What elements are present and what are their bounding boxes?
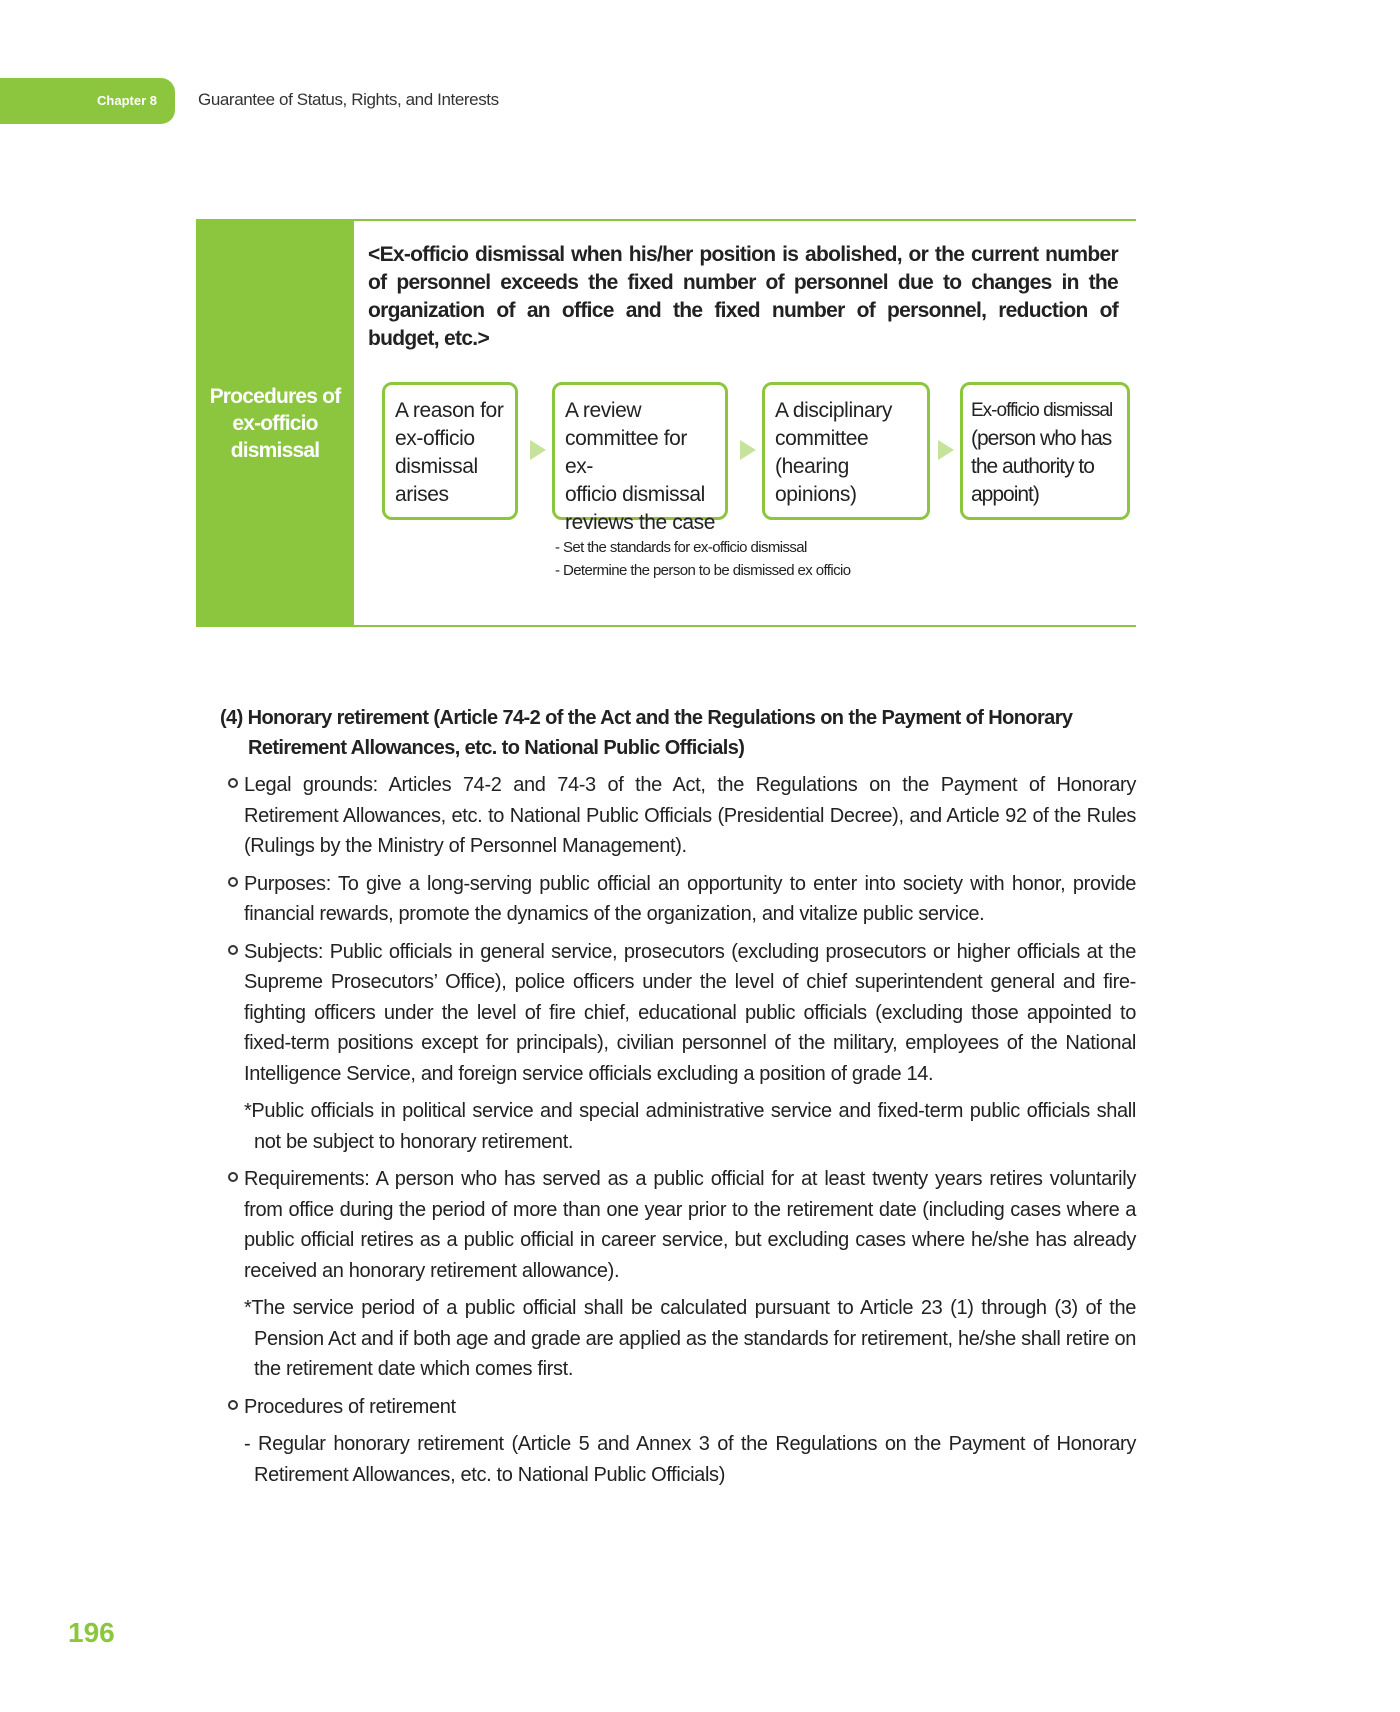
flow-step-line: the authority to (971, 455, 1094, 478)
flow-step-line: officio dismissal (565, 483, 705, 506)
flow-step-reason (382, 382, 518, 520)
flow-step-line: (hearing (775, 455, 849, 478)
flow-step-line: A disciplinary (775, 399, 892, 422)
bullet-purposes (220, 869, 1136, 930)
flow-step-disciplinary-committee (762, 382, 930, 520)
dash-item-regular-retirement: - Regular honorary retirement (Article 5 and Annex 3 of the Regulations on the Payment of Honorary Retirement Allowances, etc. to National Public Officials) (244, 1433, 1136, 1486)
arrow-right-icon (740, 440, 756, 460)
procedures-notes (555, 536, 850, 582)
arrow-right-icon (938, 440, 954, 460)
circle-bullet-icon (228, 1400, 238, 1410)
flow-step-line: appoint) (971, 483, 1039, 506)
flow-step-line: reviews the case (565, 511, 716, 534)
flow-step-line: opinions) (775, 483, 857, 506)
flow-step-line: committee for ex- (565, 427, 687, 478)
bullet-text: Requirements: A person who has served as a public official for at least twenty years retires voluntarily from office during the period of more than one year prior to the retirement date (including cases where a public official retires as a public official in career service, but excluding cases where he/she has already received an honorary retirement allowance). (244, 1168, 1136, 1282)
flow-step-line: A review (565, 399, 642, 422)
circle-bullet-icon (228, 945, 238, 955)
flow-step-review-committee (552, 382, 728, 534)
bullet-text: Purposes: To give a long-serving public official an opportunity to enter into society with honor, provide financial rewards, promote the dynamics of the organization, and vitalize public service. (244, 872, 1136, 925)
main-body (220, 703, 1136, 1497)
flow-step-line: arises (395, 483, 449, 506)
note-subjects: *Public officials in political service and special administrative service and fixed-term public officials shall not be subject to honorary retirement. (244, 1100, 1136, 1153)
flow-step-ex-officio-dismissal (960, 382, 1130, 520)
procedures-heading: <Ex-officio dismissal when his/her position is abolished, or the current number of personnel exceeds the fixed number of personnel due to changes in the organization of an office and the fixed number of personnel, reduction of budget, etc.> (368, 243, 1118, 350)
bullet-procedures-of-retirement (220, 1392, 1136, 1423)
chapter-tab: Chapter 8 (0, 78, 175, 124)
flow-step-line: Ex-officio dismissal (971, 400, 1113, 421)
page-number: 196 (68, 1617, 115, 1648)
bullet-text: Legal grounds: Articles 74-2 and 74-3 of the Act, the Regulations on the Payment of Honorary Retirement Allowances, etc. to National Public Officials (Presidential Decree), and Article 92 of the Rules (Rulings by the Ministry of Personnel Management). (244, 774, 1136, 857)
note-requirements: *The service period of a public official shall be calculated pursuant to Article 23 (1) through (3) of the Pension Act and if both age and grade are applied as the standards for retirement, he/she shall retire on the retirement date which comes first. (244, 1297, 1136, 1380)
flow-step-line: A reason for (395, 399, 504, 422)
bullet-legal-grounds (220, 770, 1136, 862)
bullet-subjects (220, 937, 1136, 1090)
procedures-note: - Determine the person to be dismissed ex officio (555, 562, 851, 579)
procedures-table (196, 219, 1136, 627)
chapter-title: Guarantee of Status, Rights, and Interests (198, 90, 499, 109)
procedures-note: - Set the standards for ex-officio dismissal (555, 539, 807, 556)
procedures-label: Procedures of ex-officio dismissal (196, 221, 354, 625)
bullet-text: Procedures of retirement (244, 1395, 456, 1418)
arrow-right-icon (530, 440, 546, 460)
flow-step-line: committee (775, 427, 869, 450)
section-heading: (4) Honorary retirement (Article 74-2 of the Act and the Regulations on the Payment of Honorary Retirement Allowances, etc. to National Public Officials) (220, 707, 1073, 759)
bullet-requirements (220, 1164, 1136, 1286)
circle-bullet-icon (228, 778, 238, 788)
flow-step-line: ex-officio (395, 427, 475, 450)
bullet-text: Subjects: Public officials in general service, prosecutors (excluding prosecutors or higher officials at the Supreme Prosecutors’ Office), police officers under the level of chief superintendent general and fire-fighting officers under the level of fire chief, educational public officials (excluding those appointed to fixed-term positions except for principals), civilian personnel of the military, employees of the National Intelligence Service, and foreign service officials excluding a position of grade 14. (244, 940, 1136, 1085)
flow-step-line: dismissal (395, 455, 478, 478)
circle-bullet-icon (228, 877, 238, 887)
circle-bullet-icon (228, 1172, 238, 1182)
flow-step-line: (person who has (971, 427, 1112, 450)
